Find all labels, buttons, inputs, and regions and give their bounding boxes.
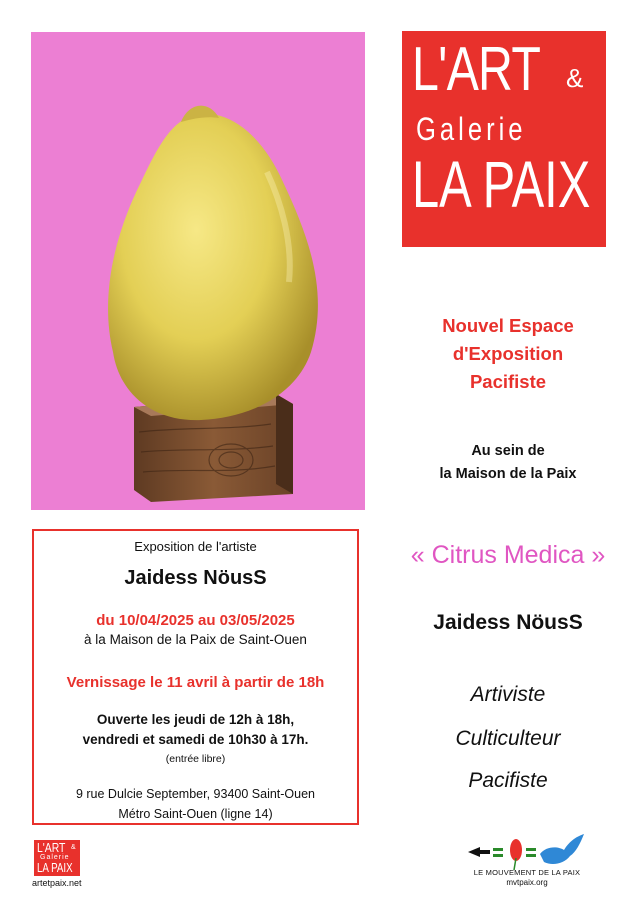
artwork-photo	[31, 32, 365, 510]
info-artist: Jaidess NöusS	[124, 567, 267, 589]
headline-line-1: Nouvel Espace	[442, 315, 574, 336]
logo-line-lart: L'ART	[412, 35, 541, 104]
mouvement-paix-logo	[466, 832, 586, 872]
info-vernissage: Vernissage le 11 avril à partir de 18h	[66, 674, 325, 691]
venue-context	[380, 440, 636, 486]
headline-line-3: Pacifiste	[469, 371, 547, 392]
small-logo-line-galerie: Galerie	[40, 854, 70, 861]
info-metro: Métro Saint-Ouen (ligne 14)	[118, 807, 273, 821]
info-free-entry: (entrée libre)	[165, 753, 226, 765]
logo-line-galerie: Galerie	[416, 111, 527, 147]
equals-sign-icon	[493, 848, 503, 857]
small-logo-line-lapaix: LA PAIX	[37, 860, 73, 875]
equals-sign-icon	[526, 848, 536, 857]
flower-icon	[510, 839, 522, 870]
missile-icon	[468, 847, 490, 857]
small-logo-line-lart: L'ART	[37, 840, 66, 855]
info-label: Exposition de l'artiste	[134, 539, 257, 554]
galerie-small-logo	[34, 840, 80, 876]
logo-ampersand: &	[566, 63, 584, 93]
mouvement-paix-name: LE MOUVEMENT DE LA PAIX	[473, 868, 581, 877]
small-logo-ampersand: &	[71, 844, 76, 851]
info-venue: à la Maison de la Paix de Saint-Ouen	[84, 632, 307, 647]
dove-icon	[540, 834, 584, 864]
website-mvtpaix[interactable]: mvtpaix.org	[506, 878, 548, 887]
role-artiviste: Artiviste	[470, 683, 546, 706]
exhibition-title: « Citrus Medica »	[410, 541, 606, 569]
info-hours-line-2: vendredi et samedi de 10h30 à 17h.	[82, 732, 309, 747]
info-address: 9 rue Dulcie September, 93400 Saint-Ouen	[75, 787, 316, 801]
headline-line-2: d'Exposition	[452, 343, 564, 364]
exhibition-info-box	[32, 529, 359, 825]
context-line-2: la Maison de la Paix	[439, 466, 577, 482]
info-hours-line-1: Ouverte les jeudi de 12h à 18h,	[96, 712, 295, 727]
logo-line-lapaix: LA PAIX	[412, 147, 591, 221]
website-artetpaix[interactable]: artetpaix.net	[32, 878, 82, 888]
role-pacifiste: Pacifiste	[468, 769, 548, 792]
context-line-1: Au sein de	[471, 443, 545, 459]
role-culticulteur: Culticulteur	[455, 727, 561, 750]
info-dates: du 10/04/2025 au 03/05/2025	[96, 612, 295, 629]
galerie-logo	[402, 31, 606, 247]
artist-name: Jaidess NöusS	[433, 611, 583, 634]
headline	[380, 312, 636, 396]
